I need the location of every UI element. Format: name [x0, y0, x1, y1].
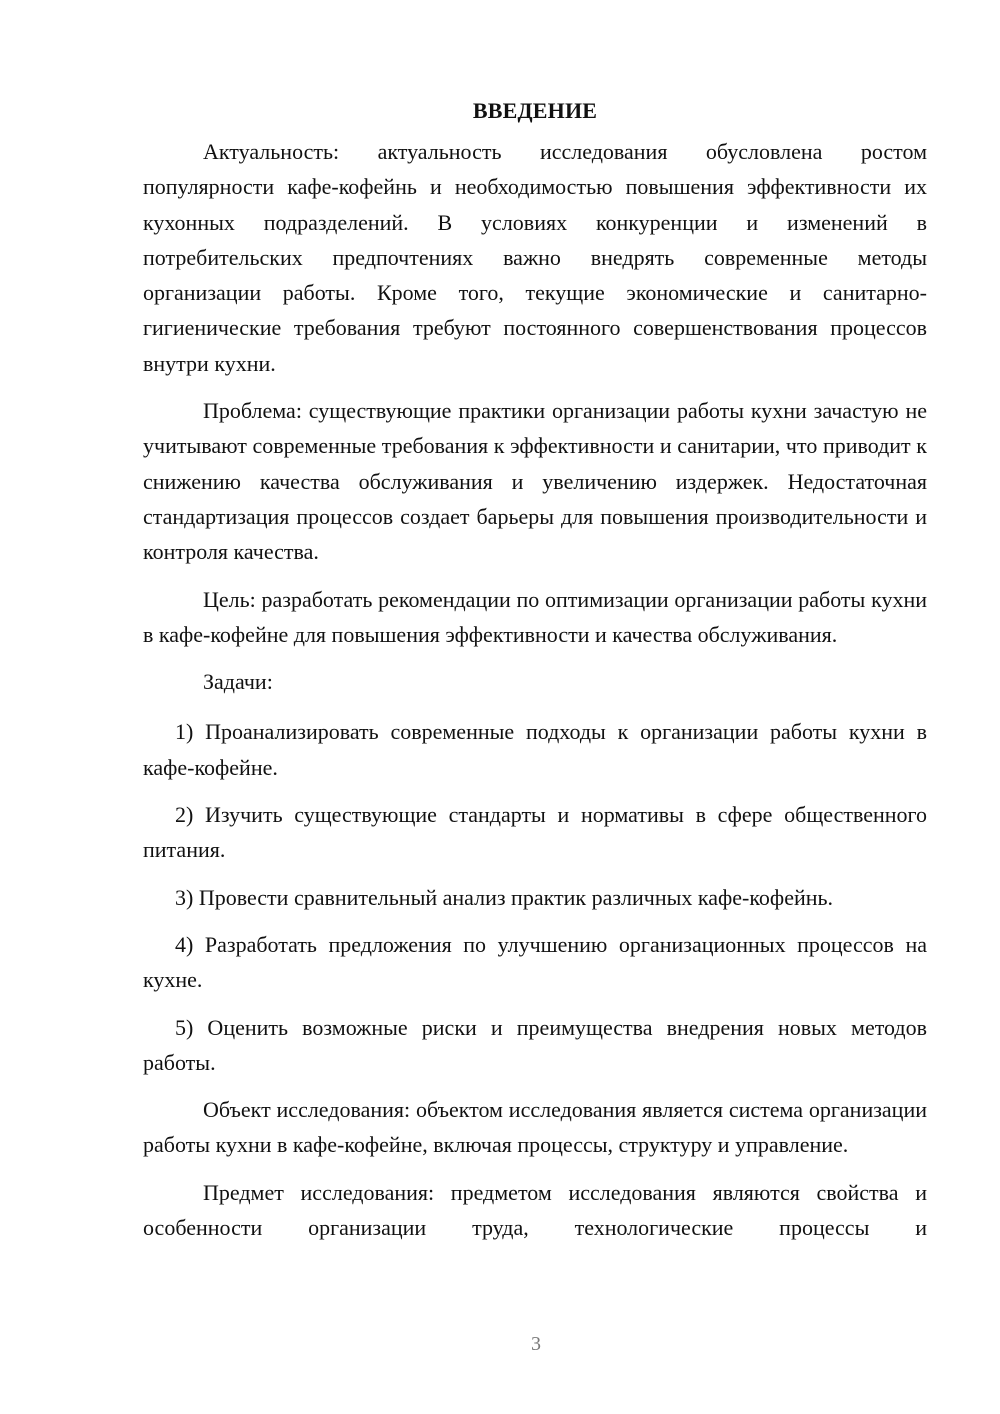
paragraph-tasks-label: Задачи: [203, 669, 273, 695]
paragraph-relevance: Актуальность: актуальность исследования обусловлена ростом популярности кафе-кофейнь и необходимостью повышения эффективности их кухонных подразделений. В условиях конкуренции и изменений в потребительских предпочтениях важно внедрять современные методы организации работы. Кроме того, текущие экономические и санитарно-гигиенические требования требуют постоянного совершенствования процессов внутри кухни. [143, 139, 927, 376]
page-content [143, 94, 927, 1245]
paragraph-subject: Предмет исследования: предметом исследования являются свойства и особенности организации труда, технологические процессы и [143, 1179, 927, 1241]
task-item-3: 3) Провести сравнительный анализ практик различных кафе-кофейнь. [175, 884, 834, 910]
task-item-2: 2) Изучить существующие стандарты и нормативы в сфере общественного питания. [143, 802, 927, 863]
task-item-1: 1) Проанализировать современные подходы к организации работы кухни в кафе-кофейне. [143, 719, 927, 780]
section-heading: ВВЕДЕНИЕ [472, 98, 598, 123]
task-item-5: 5) Оценить возможные риски и преимущества внедрения новых методов работы. [143, 1014, 927, 1075]
paragraph-problem: Проблема: существующие практики организации работы кухни зачастую не учитывают современные требования к эффективности и санитарии, что приводит к снижению качества обслуживания и увеличению издержек. Недостаточная стандартизация процессов создает барьеры для повышения производительности и контроля качества. [143, 398, 927, 565]
paragraph-object: Объект исследования: объектом исследования является система организации работы кухни в кафе-кофейне, включая процессы, структуру и управление. [143, 1097, 927, 1158]
paragraph-goal: Цель: разработать рекомендации по оптимизации организации работы кухни в кафе-кофейне для повышения эффективности и качества обслуживания. [143, 586, 927, 647]
page-number: 3 [531, 1333, 541, 1355]
task-item-4: 4) Разработать предложения по улучшению организационных процессов на кухне. [143, 931, 927, 993]
